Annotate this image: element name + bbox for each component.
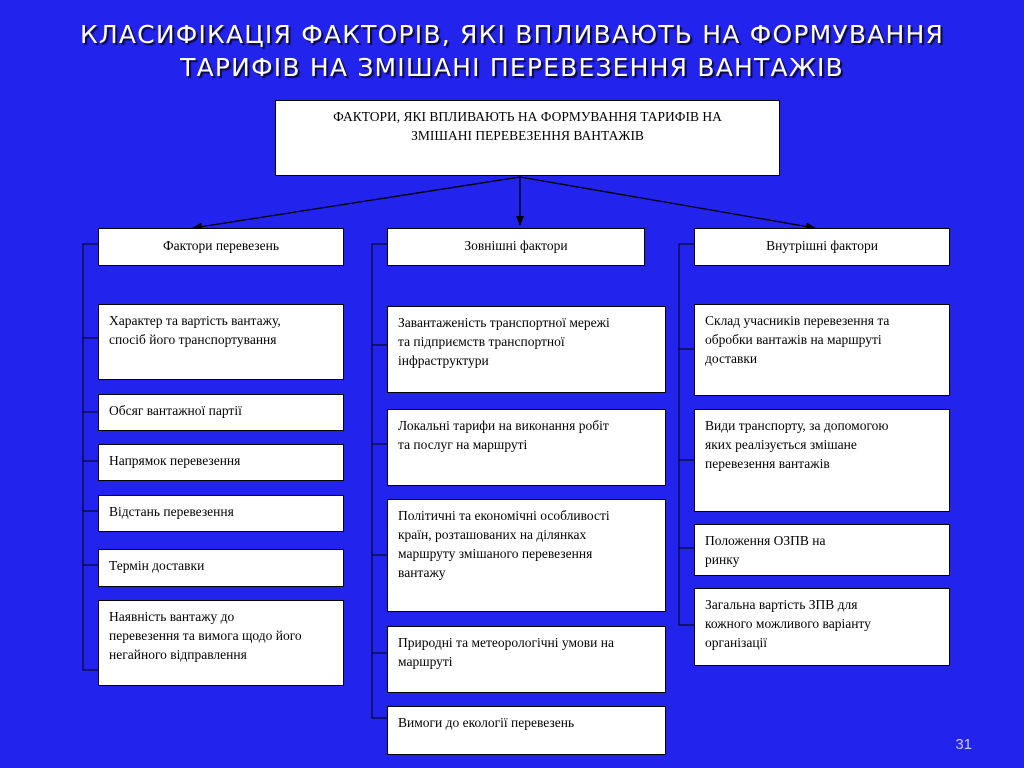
factor-cargo-nature: Характер та вартість вантажу, спосіб його транспортування <box>98 304 344 380</box>
root-line-1: ФАКТОРИ, ЯКІ ВПЛИВАЮТЬ НА ФОРМУВАННЯ ТАРИФІВ НА <box>333 109 722 124</box>
header-external-factors: Зовнішні фактори <box>387 228 645 266</box>
header-transport-factors: Фактори перевезень <box>98 228 344 266</box>
arrow-to-left-column <box>193 177 520 228</box>
factor-distance: Відстань перевезення <box>98 495 344 532</box>
factor-political-economic: Політичні та економічні особливості країн, розташованих на ділянках маршруту змішаного перевезення вантажу <box>387 499 666 612</box>
factor-market-position: Положення ОЗПВ на ринку <box>694 524 950 576</box>
factor-participants: Склад учасників перевезення та обробки вантажів на маршруті доставки <box>694 304 950 396</box>
factor-total-cost: Загальна вартість ЗПВ для кожного можливого варіанту організації <box>694 588 950 666</box>
factor-transport-types: Види транспорту, за допомогою яких реалізується змішане перевезення вантажів <box>694 409 950 512</box>
factor-delivery-time: Термін доставки <box>98 549 344 587</box>
left-column-bracket <box>83 244 98 670</box>
title-line-2: ТАРИФІВ НА ЗМІШАНІ ПЕРЕВЕЗЕННЯ ВАНТАЖІВ <box>180 53 844 82</box>
right-column-bracket <box>679 244 694 625</box>
arrow-to-right-column <box>520 177 815 228</box>
page-number: 31 <box>955 736 972 753</box>
factor-direction: Напрямок перевезення <box>98 444 344 481</box>
root-line-2: ЗМІШАНІ ПЕРЕВЕЗЕННЯ ВАНТАЖІВ <box>411 128 644 143</box>
factor-ecology: Вимоги до екології перевезень <box>387 706 666 755</box>
factor-local-tariffs: Локальні тарифи на виконання робіт та послуг на маршруті <box>387 409 666 486</box>
header-internal-factors: Внутрішні фактори <box>694 228 950 266</box>
root-factors-box <box>275 100 780 176</box>
title-line-1: КЛАСИФІКАЦІЯ ФАКТОРІВ, ЯКІ ВПЛИВАЮТЬ НА ФОРМУВАННЯ <box>79 20 945 49</box>
factor-cargo-availability: Наявність вантажу до перевезення та вимога щодо його негайного відправлення <box>98 600 344 686</box>
factor-shipment-volume: Обсяг вантажної партії <box>98 394 344 431</box>
factor-natural-conditions: Природні та метеорологічні умови на маршруті <box>387 626 666 693</box>
middle-column-bracket <box>372 244 387 718</box>
factor-network-load: Завантаженість транспортної мережі та підприємств транспортної інфраструктури <box>387 306 666 393</box>
